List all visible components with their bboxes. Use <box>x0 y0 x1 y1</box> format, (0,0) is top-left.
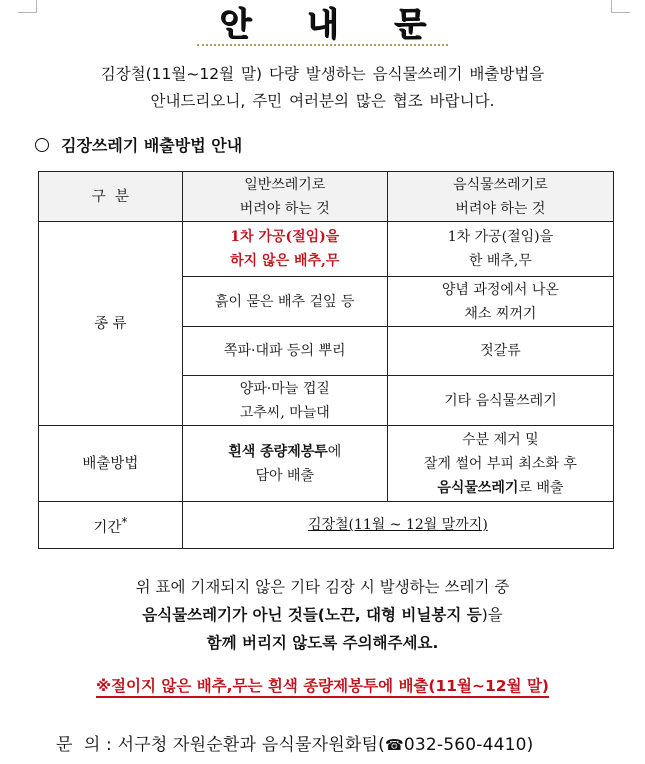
types-label: 종 류 <box>94 315 127 332</box>
types-label-cell <box>39 222 183 426</box>
general-method-line-1 <box>187 440 383 464</box>
period-label-cell <box>39 502 183 549</box>
general-item-3-line-1: 쪽파·대파 등의 뿌리 <box>224 343 346 359</box>
food-item-1-line-2: 한 배추,무 <box>468 253 532 269</box>
document-title-text: 안 내 문 <box>197 4 448 46</box>
food-method-rest: 로 배출 <box>518 479 564 496</box>
general-method-line-2: 담아 배출 <box>255 467 315 484</box>
method-label-cell <box>39 426 183 502</box>
contact-label: 문 의 : 서구청 자원순환과 음식물자원화팀( <box>56 735 385 755</box>
section-heading <box>35 133 242 156</box>
food-item-4 <box>387 376 613 426</box>
contact-info <box>56 730 534 755</box>
general-item-3 <box>182 327 387 376</box>
general-item-2 <box>182 277 387 327</box>
food-item-2-line-2: 채소 찌꺼기 <box>464 305 537 322</box>
header-food-line-1: 음식물쓰레기로 <box>453 176 548 193</box>
food-item-1 <box>387 222 613 277</box>
food-method-bold: 음식물쓰레기 <box>437 479 519 496</box>
general-item-1 <box>182 222 387 277</box>
phone-icon: ☎ <box>384 736 404 754</box>
general-item-4-line-2: 고추씨, 마늘대 <box>239 404 330 421</box>
general-item-4-line-1: 양파·마늘 껍질 <box>239 380 330 397</box>
general-method-bold: 흰색 종량제봉투 <box>228 443 328 460</box>
period-label: 기간 <box>93 519 122 536</box>
food-item-3 <box>387 327 613 376</box>
period-value-cell <box>182 502 613 549</box>
header-food-waste <box>387 172 613 222</box>
food-item-2 <box>387 277 613 327</box>
general-item-1-line-1: 1차 가공(절임)을 <box>230 229 340 245</box>
intro-line-2: 안내드리오니, 주민 여러분의 많은 협조 바랍니다. <box>150 92 495 110</box>
food-method-line-3 <box>392 476 609 500</box>
food-method <box>387 426 613 502</box>
table-row <box>39 222 614 277</box>
header-food-line-2: 버려야 하는 것 <box>455 200 546 217</box>
food-item-3-line-1: 젓갈류 <box>480 343 521 359</box>
notice-line-2-rest: )을 <box>481 606 503 624</box>
food-item-2-line-1: 양념 과정에서 나온 <box>441 281 559 298</box>
food-method-line-1: 수분 제거 및 <box>462 431 539 448</box>
method-label: 배출방법 <box>82 455 139 472</box>
notice-paragraph <box>0 573 645 657</box>
general-item-1-line-2: 하지 않은 배추,무 <box>230 253 340 269</box>
notice-line-1: 위 표에 기재되지 않은 기타 김장 시 발생하는 쓰레기 중 <box>135 578 510 596</box>
warning-note <box>0 674 645 696</box>
header-general-line-1: 일반쓰레기로 <box>244 176 326 193</box>
header-general-waste <box>182 172 387 222</box>
food-item-1-line-1: 1차 가공(절임)을 <box>447 229 554 245</box>
warning-text: ※절이지 않은 배추,무는 흰색 종량제봉투에 배출(11월~12월 말) <box>96 677 549 698</box>
method-row <box>39 426 614 502</box>
header-category-text: 구 분 <box>91 188 129 205</box>
general-item-4 <box>182 376 387 426</box>
general-method <box>182 426 387 502</box>
period-value: 김장철(11월 ~ 12월 말까지) <box>307 517 488 533</box>
notice-line-2-bold: 음식물쓰레기가 아닌 것들(노끈, 대형 비닐봉지 등 <box>142 606 482 624</box>
period-label-mark: * <box>121 515 128 530</box>
contact-phone: 032-560-4410) <box>403 735 534 755</box>
document-title <box>0 4 645 46</box>
food-item-4-line-1: 기타 음식물쓰레기 <box>444 392 557 409</box>
notice-line-3: 함께 버리지 않도록 주의해주세요. <box>206 634 439 652</box>
intro-paragraph <box>0 61 645 115</box>
intro-line-1: 김장철(11월~12월 말) 다량 발생하는 음식물쓰레기 배출방법을 <box>100 65 545 83</box>
header-general-line-2: 버려야 하는 것 <box>239 200 330 217</box>
general-method-rest: 에 <box>327 443 342 460</box>
section-heading-text: 김장쓰레기 배출방법 안내 <box>61 136 243 155</box>
header-category <box>39 172 183 222</box>
period-row <box>39 502 614 549</box>
general-item-2-line-1: 흙이 묻은 배추 겉잎 등 <box>215 293 355 310</box>
food-method-line-2: 잘게 썰어 부피 최소화 후 <box>423 455 577 472</box>
circle-bullet-icon <box>35 138 49 152</box>
table-header-row <box>39 172 614 222</box>
notice-line-2 <box>0 601 645 629</box>
disposal-guide-table <box>38 171 614 549</box>
